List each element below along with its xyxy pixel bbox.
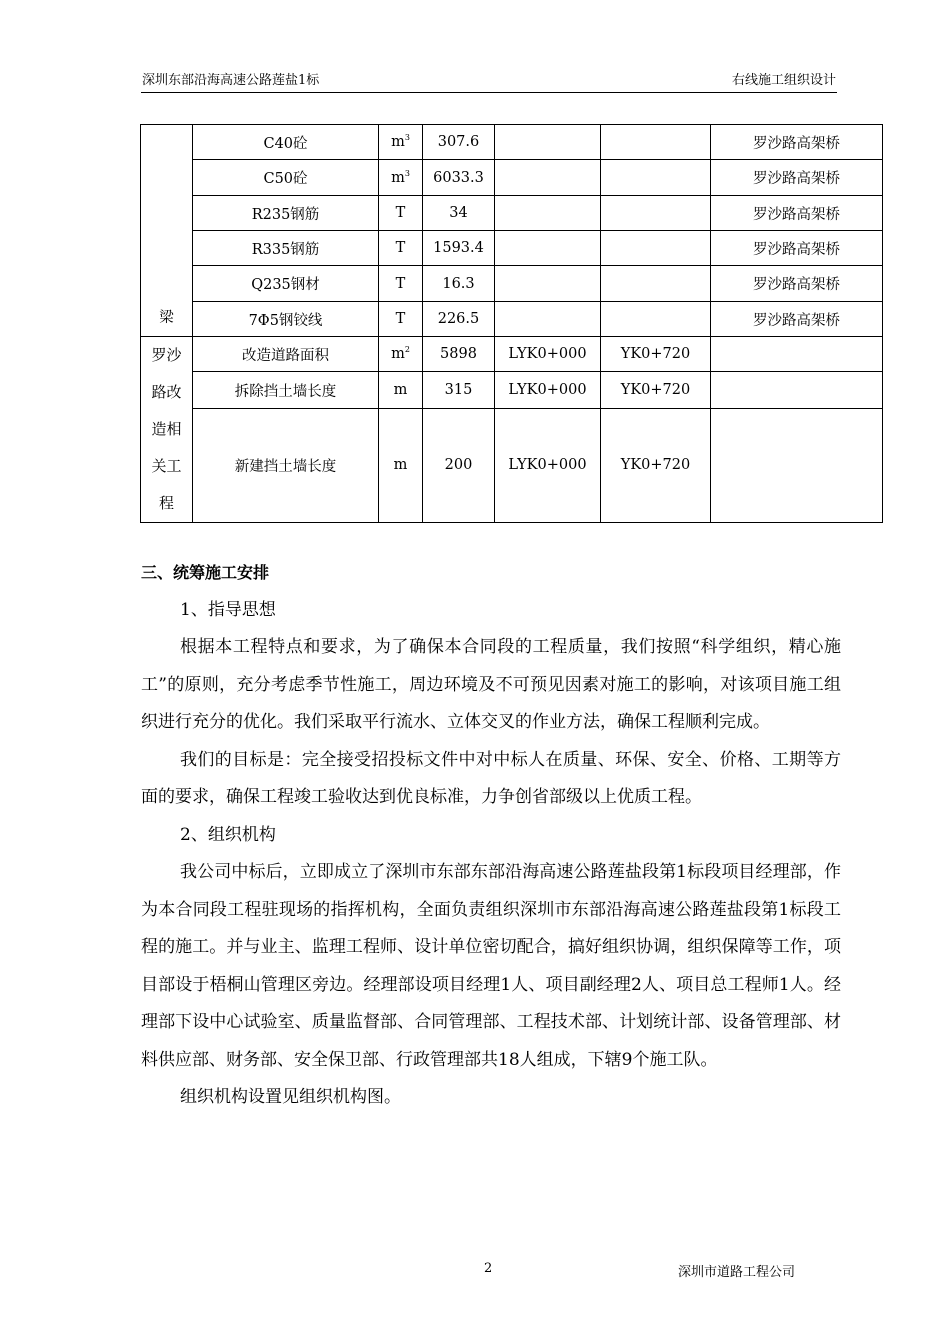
item-unit: T: [379, 266, 423, 302]
item-unit: $m^3$: [379, 160, 423, 196]
item-quantity: 34: [423, 196, 495, 231]
table-row: [141, 372, 883, 408]
item-remark: [711, 372, 883, 408]
item-remark: 罗沙路高架桥: [711, 125, 883, 160]
item-unit: T: [379, 302, 423, 337]
table-row: [141, 408, 883, 522]
item-end-station: [601, 302, 711, 337]
item-quantity: 200: [423, 408, 495, 522]
item-start-station: [495, 125, 601, 160]
table-row: [141, 196, 883, 231]
item-end-station: YK0+720: [601, 372, 711, 408]
page-header: [141, 66, 837, 93]
section-heading: 三、统筹施工安排: [141, 563, 270, 582]
item-quantity: 5898: [423, 337, 495, 372]
item-remark: [711, 408, 883, 522]
item-end-station: YK0+720: [601, 408, 711, 522]
item-start-station: [495, 266, 601, 302]
item-unit: m: [379, 372, 423, 408]
item-quantity: 307.6: [423, 125, 495, 160]
item-remark: 罗沙路高架桥: [711, 302, 883, 337]
group-label-beam: 梁: [141, 125, 193, 337]
item-name: 拆除挡土墙长度: [193, 372, 379, 408]
subsection-heading-guiding-idea: 1、指导思想: [180, 599, 276, 620]
item-start-station: LYK0+000: [495, 337, 601, 372]
item-name: C40砼: [193, 125, 379, 160]
item-quantity: 6033.3: [423, 160, 495, 196]
table-row: [141, 125, 883, 160]
item-end-station: [601, 231, 711, 266]
paragraph: 组织机构设置见组织机构图。: [180, 1087, 401, 1107]
item-end-station: [601, 125, 711, 160]
item-remark: 罗沙路高架桥: [711, 266, 883, 302]
item-unit: $m^3$: [379, 125, 423, 160]
item-remark: [711, 337, 883, 372]
item-unit: $m^2$: [379, 337, 423, 372]
item-unit: m: [379, 408, 423, 522]
item-name: 改造道路面积: [193, 337, 379, 372]
item-start-station: LYK0+000: [495, 408, 601, 522]
table-row: [141, 266, 883, 302]
item-quantity: 1593.4: [423, 231, 495, 266]
item-unit: T: [379, 196, 423, 231]
paragraph: 我们的目标是：完全接受招投标文件中对中标人在质量、环保、安全、价格、工期等方面的要求，确保工程竣工验收达到优良标准，力争创省部级以上优质工程。: [141, 749, 841, 807]
item-end-station: [601, 196, 711, 231]
body-text: [141, 554, 841, 1117]
item-unit: T: [379, 231, 423, 266]
item-end-station: [601, 160, 711, 196]
paragraph: 我公司中标后，立即成立了深圳市东部东部沿海高速公路莲盐段第1标段项目经理部，作为本合同段工程驻现场的指挥机构，全面负责组织深圳市东部沿海高速公路莲盐段第1标段工程的施工。并与业主、监理工程师、设计单位密切配合，搞好组织协调，组织保障等工作，项目部设于梧桐山管理区旁边。经理部设项目经理1人、项目副经理2人、项目总工程师1人。经理部下设中心试验室、质量监督部、合同管理部、工程技术部、计划统计部、设备管理部、材料供应部、财务部、安全保卫部、行政管理部共18人组成，下辖9个施工队。: [141, 862, 841, 1070]
item-remark: 罗沙路高架桥: [711, 160, 883, 196]
item-start-station: [495, 160, 601, 196]
item-remark: 罗沙路高架桥: [711, 231, 883, 266]
group-label-road-works: 罗沙 路改 造相 关工 程: [141, 337, 193, 523]
item-name: Q235钢材: [193, 266, 379, 302]
item-start-station: [495, 231, 601, 266]
item-name: 7Φ5钢铰线: [193, 302, 379, 337]
table-row: [141, 231, 883, 266]
table-row: [141, 160, 883, 196]
item-name: C50砼: [193, 160, 379, 196]
subsection-heading-organization: 2、组织机构: [180, 824, 276, 845]
footer-company-name: 深圳市道路工程公司: [678, 1265, 796, 1280]
page-number: 2: [484, 1261, 493, 1276]
item-quantity: 315: [423, 372, 495, 408]
item-name: R335钢筋: [193, 231, 379, 266]
paragraph: 根据本工程特点和要求，为了确保本合同段的工程质量，我们按照“科学组织，精心施工”的原则，充分考虑季节性施工，周边环境及不可预见因素对施工的影响，对该项目施工组织进行充分的优化。我们采取平行流水、立体交叉的作业方法，确保工程顺利完成。: [141, 637, 841, 732]
item-name: 新建挡土墙长度: [193, 408, 379, 522]
item-end-station: [601, 266, 711, 302]
page-footer: [0, 1259, 950, 1283]
item-start-station: LYK0+000: [495, 372, 601, 408]
item-remark: 罗沙路高架桥: [711, 196, 883, 231]
item-end-station: YK0+720: [601, 337, 711, 372]
item-name: R235钢筋: [193, 196, 379, 231]
header-document-title: 右线施工组织设计: [731, 73, 836, 88]
item-start-station: [495, 196, 601, 231]
item-start-station: [495, 302, 601, 337]
table-row: [141, 337, 883, 372]
item-quantity: 226.5: [423, 302, 495, 337]
table-row: [141, 302, 883, 337]
quantity-table: [140, 124, 883, 523]
item-quantity: 16.3: [423, 266, 495, 302]
header-project-name: 深圳东部沿海高速公路莲盐1标: [142, 73, 320, 88]
